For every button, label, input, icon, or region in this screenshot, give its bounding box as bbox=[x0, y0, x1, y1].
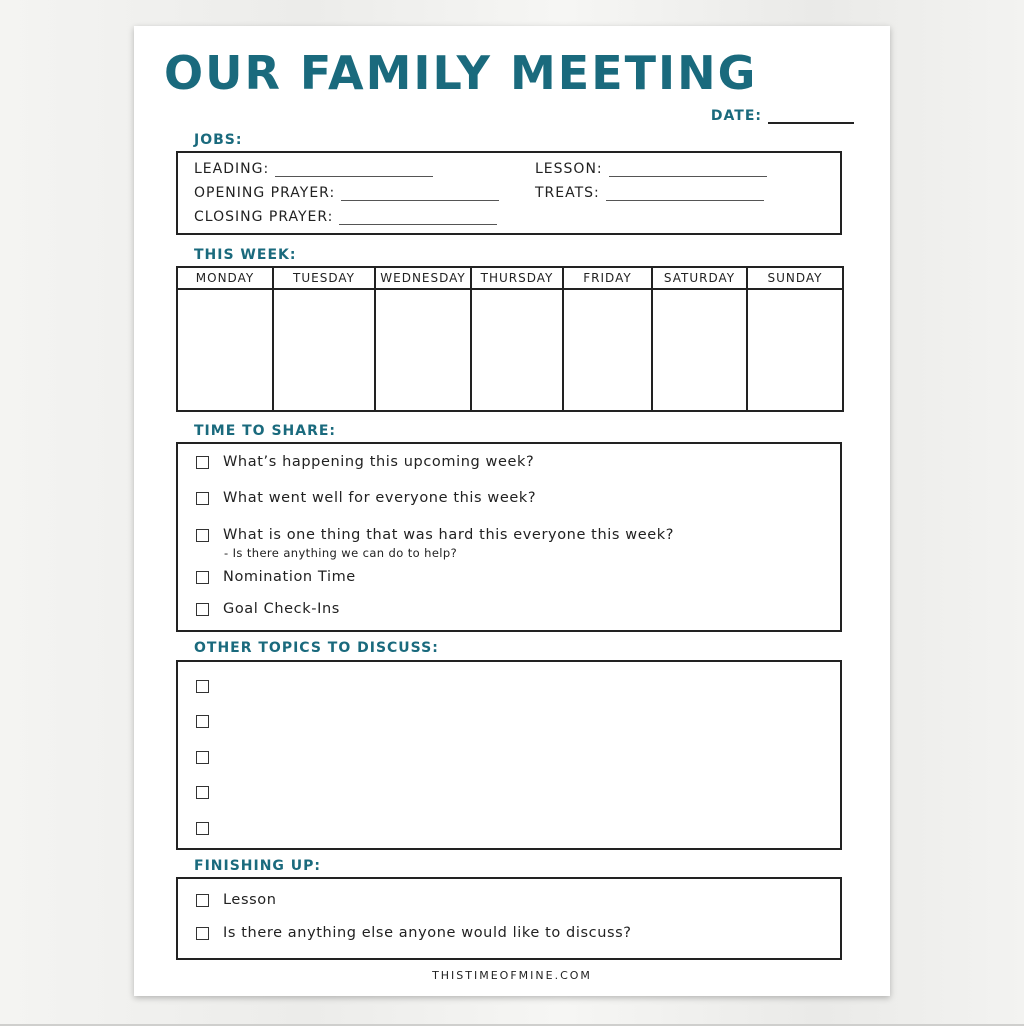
week-calendar bbox=[176, 266, 844, 412]
checkbox[interactable] bbox=[196, 822, 209, 835]
finishing-item bbox=[196, 892, 277, 908]
date-blank-line[interactable] bbox=[768, 110, 854, 124]
topic-item bbox=[196, 786, 223, 799]
finishing-up-heading: FINISHING UP: bbox=[194, 858, 322, 874]
day-cell-thursday[interactable] bbox=[471, 289, 563, 411]
share-item bbox=[196, 569, 356, 585]
day-header-thursday: THURSDAY bbox=[471, 267, 563, 289]
closing-prayer-label: CLOSING PRAYER: bbox=[194, 209, 334, 225]
time-to-share-heading: TIME TO SHARE: bbox=[194, 423, 337, 439]
finishing-up-box bbox=[176, 877, 842, 960]
day-header-tuesday: TUESDAY bbox=[273, 267, 375, 289]
finishing-item-text: Is there anything else anyone would like to discuss? bbox=[223, 925, 632, 941]
leading-field bbox=[194, 161, 433, 177]
lesson-field bbox=[535, 161, 767, 177]
opening-prayer-field bbox=[194, 185, 499, 201]
lesson-blank-line[interactable] bbox=[609, 166, 767, 177]
topic-item bbox=[196, 680, 223, 693]
day-header-saturday: SATURDAY bbox=[652, 267, 747, 289]
jobs-box bbox=[176, 151, 842, 235]
closing-prayer-blank-line[interactable] bbox=[339, 214, 497, 225]
treats-blank-line[interactable] bbox=[606, 190, 764, 201]
checkbox[interactable] bbox=[196, 492, 209, 505]
day-header-sunday: SUNDAY bbox=[747, 267, 843, 289]
share-item bbox=[196, 527, 674, 543]
day-cell-monday[interactable] bbox=[177, 289, 273, 411]
opening-prayer-blank-line[interactable] bbox=[341, 190, 499, 201]
closing-prayer-field bbox=[194, 209, 497, 225]
share-item bbox=[196, 601, 340, 617]
finishing-item-text: Lesson bbox=[223, 892, 277, 908]
day-header-wednesday: WEDNESDAY bbox=[375, 267, 471, 289]
printable-sheet bbox=[134, 26, 890, 996]
share-subnote: - Is there anything we can do to help? bbox=[224, 546, 458, 560]
page-title: OUR FAMILY MEETING bbox=[164, 46, 758, 100]
checkbox[interactable] bbox=[196, 751, 209, 764]
treats-label: TREATS: bbox=[535, 185, 600, 201]
jobs-heading: JOBS: bbox=[194, 132, 243, 148]
leading-label: LEADING: bbox=[194, 161, 270, 177]
checkbox[interactable] bbox=[196, 894, 209, 907]
checkbox[interactable] bbox=[196, 927, 209, 940]
checkbox[interactable] bbox=[196, 529, 209, 542]
day-cell-tuesday[interactable] bbox=[273, 289, 375, 411]
checkbox[interactable] bbox=[196, 786, 209, 799]
time-to-share-box bbox=[176, 442, 842, 632]
topic-item bbox=[196, 751, 223, 764]
finishing-item bbox=[196, 925, 632, 941]
day-header-monday: MONDAY bbox=[177, 267, 273, 289]
day-cell-wednesday[interactable] bbox=[375, 289, 471, 411]
checkbox[interactable] bbox=[196, 571, 209, 584]
share-item-text: Goal Check-Ins bbox=[223, 601, 340, 617]
leading-blank-line[interactable] bbox=[275, 166, 433, 177]
opening-prayer-label: OPENING PRAYER: bbox=[194, 185, 336, 201]
treats-field bbox=[535, 185, 764, 201]
share-item bbox=[196, 454, 534, 470]
share-item-text: Nomination Time bbox=[223, 569, 356, 585]
other-topics-heading: OTHER TOPICS TO DISCUSS: bbox=[194, 640, 439, 656]
checkbox[interactable] bbox=[196, 603, 209, 616]
topic-item bbox=[196, 715, 223, 728]
date-label: DATE: bbox=[710, 108, 762, 124]
share-item-text: What’s happening this upcoming week? bbox=[223, 454, 535, 470]
share-item bbox=[196, 490, 536, 506]
checkbox[interactable] bbox=[196, 715, 209, 728]
share-item-text: What is one thing that was hard this everyone this week? bbox=[223, 527, 675, 543]
day-header-friday: FRIDAY bbox=[563, 267, 652, 289]
this-week-heading: THIS WEEK: bbox=[194, 247, 297, 263]
lesson-label: LESSON: bbox=[535, 161, 603, 177]
checkbox[interactable] bbox=[196, 680, 209, 693]
share-item-text: What went well for everyone this week? bbox=[223, 490, 537, 506]
date-field bbox=[711, 108, 854, 124]
website-footer: THISTIMEOFMINE.COM bbox=[432, 969, 592, 982]
day-cell-friday[interactable] bbox=[563, 289, 652, 411]
day-cell-saturday[interactable] bbox=[652, 289, 747, 411]
topic-item bbox=[196, 822, 223, 835]
checkbox[interactable] bbox=[196, 456, 209, 469]
day-cell-sunday[interactable] bbox=[747, 289, 843, 411]
other-topics-box bbox=[176, 660, 842, 850]
